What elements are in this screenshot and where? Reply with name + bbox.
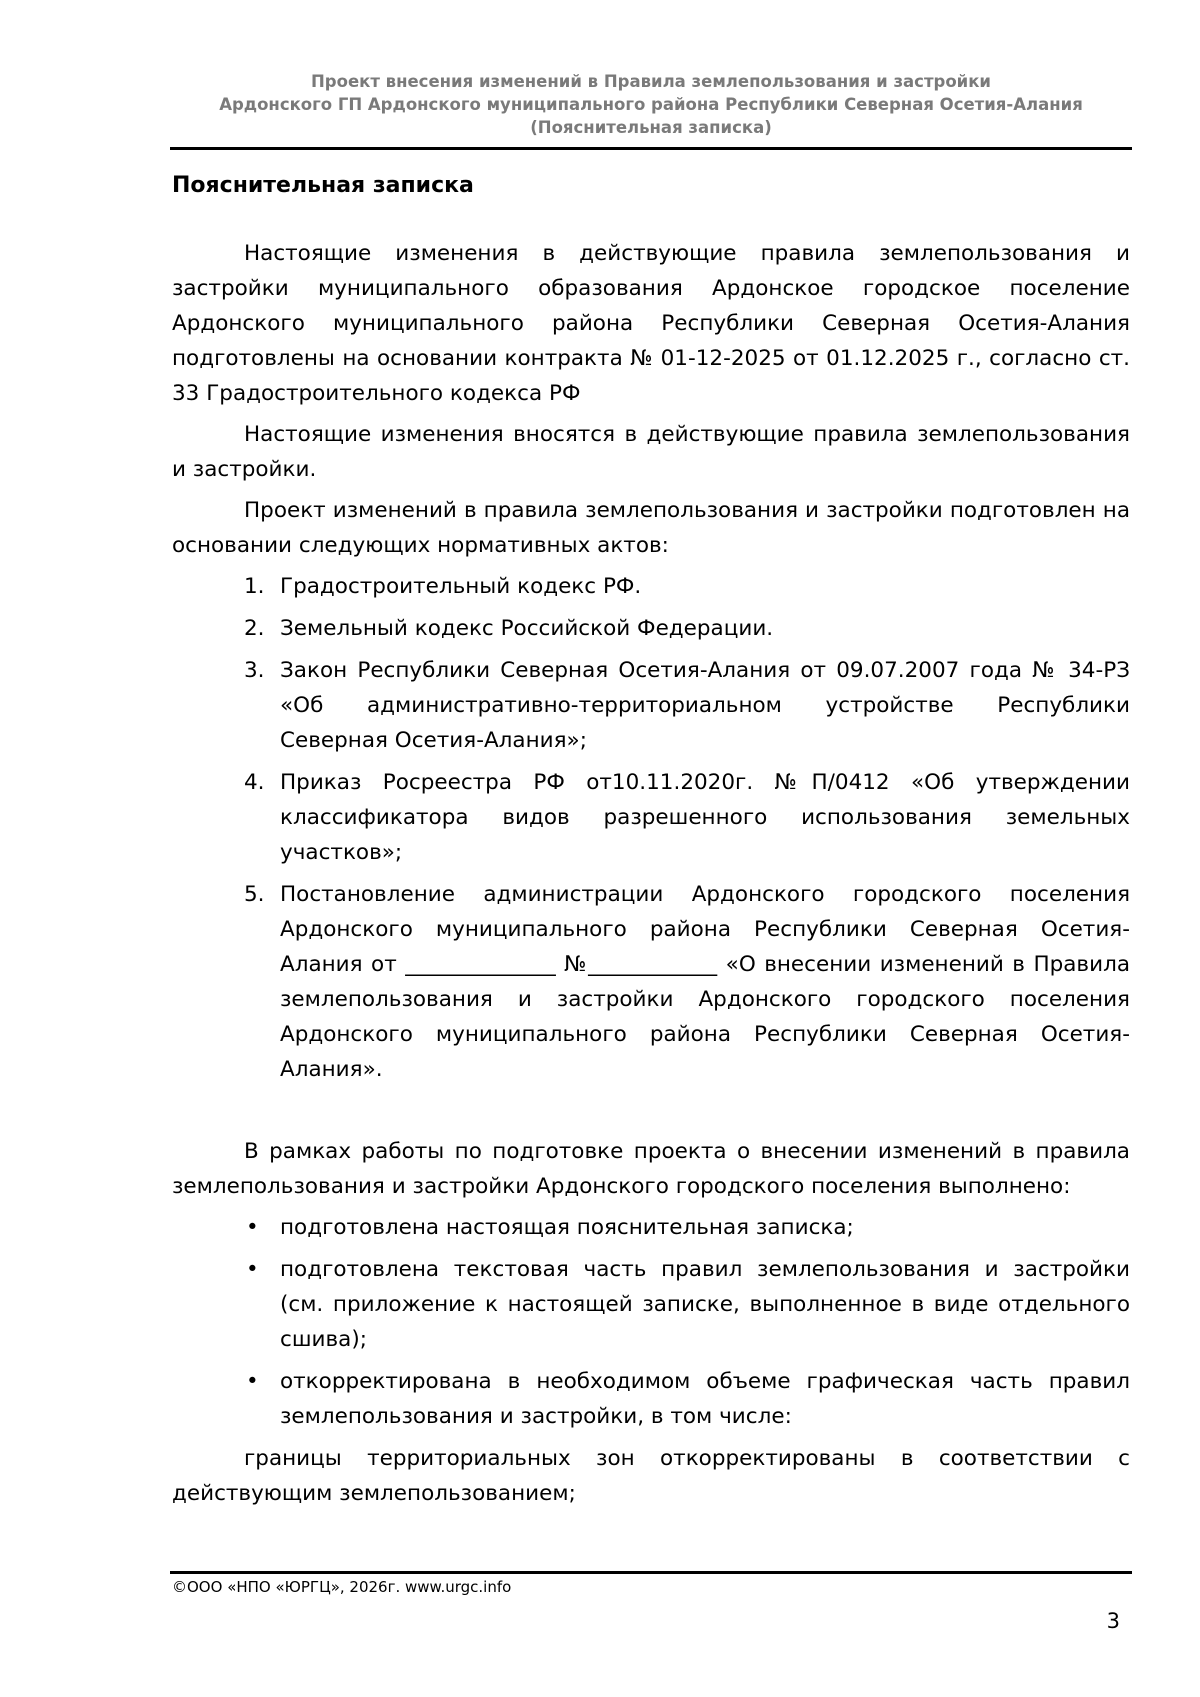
list-item (172, 569, 1130, 604)
list-number: 2. (244, 616, 265, 641)
paragraph-basis: Настоящие изменения в действующие правила землепользования и застройки муниципального образования Ардонское городское поселение Ардонского муниципального района Республики Северная Осетия-Алания подготовлены на основании контракта № 01-12-2025 от 01.12.2025 г., согласно ст. 33 Градостроительного кодекса РФ (172, 241, 1130, 406)
list-item (172, 765, 1130, 870)
section-title: Пояснительная записка (172, 173, 474, 198)
list-item (172, 653, 1130, 758)
list-item (172, 1210, 1130, 1245)
list-item (172, 1252, 1130, 1357)
spacer (172, 1094, 1130, 1134)
list-number: 5. (244, 882, 265, 907)
footer-copyright: ©ООО «НПО «ЮРГЦ», 2026г. www.urgc.info (172, 1578, 512, 1596)
list-item-text: подготовлена текстовая часть правил землепользования и застройки (см. приложение к настоящей записке, выполненное в виде отдельного сшива); (280, 1257, 1130, 1352)
paragraph-closing: границы территориальных зон откорректированы в соответствии с действующим землепользованием; (172, 1446, 1130, 1506)
list-item (172, 611, 1130, 646)
list-number: 4. (244, 770, 265, 795)
normative-acts-list (172, 569, 1130, 1087)
bullet-icon: • (246, 1369, 259, 1394)
header-divider (170, 147, 1132, 150)
footer-divider (170, 1571, 1132, 1574)
page-number: 3 (1106, 1609, 1120, 1633)
document-body (172, 172, 1130, 1517)
list-number: 1. (244, 574, 265, 599)
bullet-icon: • (246, 1215, 259, 1240)
paragraph-acts-intro: Проект изменений в правила землепользования и застройки подготовлен на основании следующих нормативных актов: (172, 498, 1130, 558)
list-item (172, 1364, 1130, 1434)
running-header (170, 70, 1132, 139)
list-item-text: подготовлена настоящая пояснительная записка; (280, 1215, 854, 1240)
bullet-icon: • (246, 1257, 259, 1282)
header-line-2: Ардонского ГП Ардонского муниципального района Республики Северная Осетия-Алания (219, 95, 1083, 114)
paragraph-changes: Настоящие изменения вносятся в действующие правила землепользования и застройки. (172, 422, 1130, 482)
header-line-3: (Пояснительная записка) (530, 118, 772, 137)
list-number: 3. (244, 658, 265, 683)
list-item-text: Земельный кодекс Российской Федерации. (280, 616, 774, 641)
list-item-text: откорректирована в необходимом объеме графическая часть правил землепользования и застройки, в том числе: (280, 1369, 1130, 1429)
list-item (172, 877, 1130, 1087)
work-items-list (172, 1210, 1130, 1434)
header-line-1: Проект внесения изменений в Правила землепользования и застройки (311, 72, 991, 91)
list-item-text: Закон Республики Северная Осетия-Алания от 09.07.2007 года № 34-РЗ «Об административно-территориальном устройстве Республики Северная Осетия-Алания»; (280, 658, 1130, 753)
list-item-text: Постановление администрации Ардонского городского поселения Ардонского муниципального района Республики Северная Осетия-Алания от ______________ №____________ «О внесении изменений в Правила землепользования и застройки Ардонского городского поселения Ардонского муниципального района Республики Северная Осетия-Алания». (280, 882, 1130, 1082)
paragraph-work-intro: В рамках работы по подготовке проекта о внесении изменений в правила землепользования и застройки Ардонского городского поселения выполнено: (172, 1139, 1130, 1199)
list-item-text: Приказ Росреестра РФ от10.11.2020г. №П/0412 «Об утверждении классификатора видов разрешенного использования земельных участков»; (280, 770, 1130, 865)
list-item-text: Градостроительный кодекс РФ. (280, 574, 642, 599)
